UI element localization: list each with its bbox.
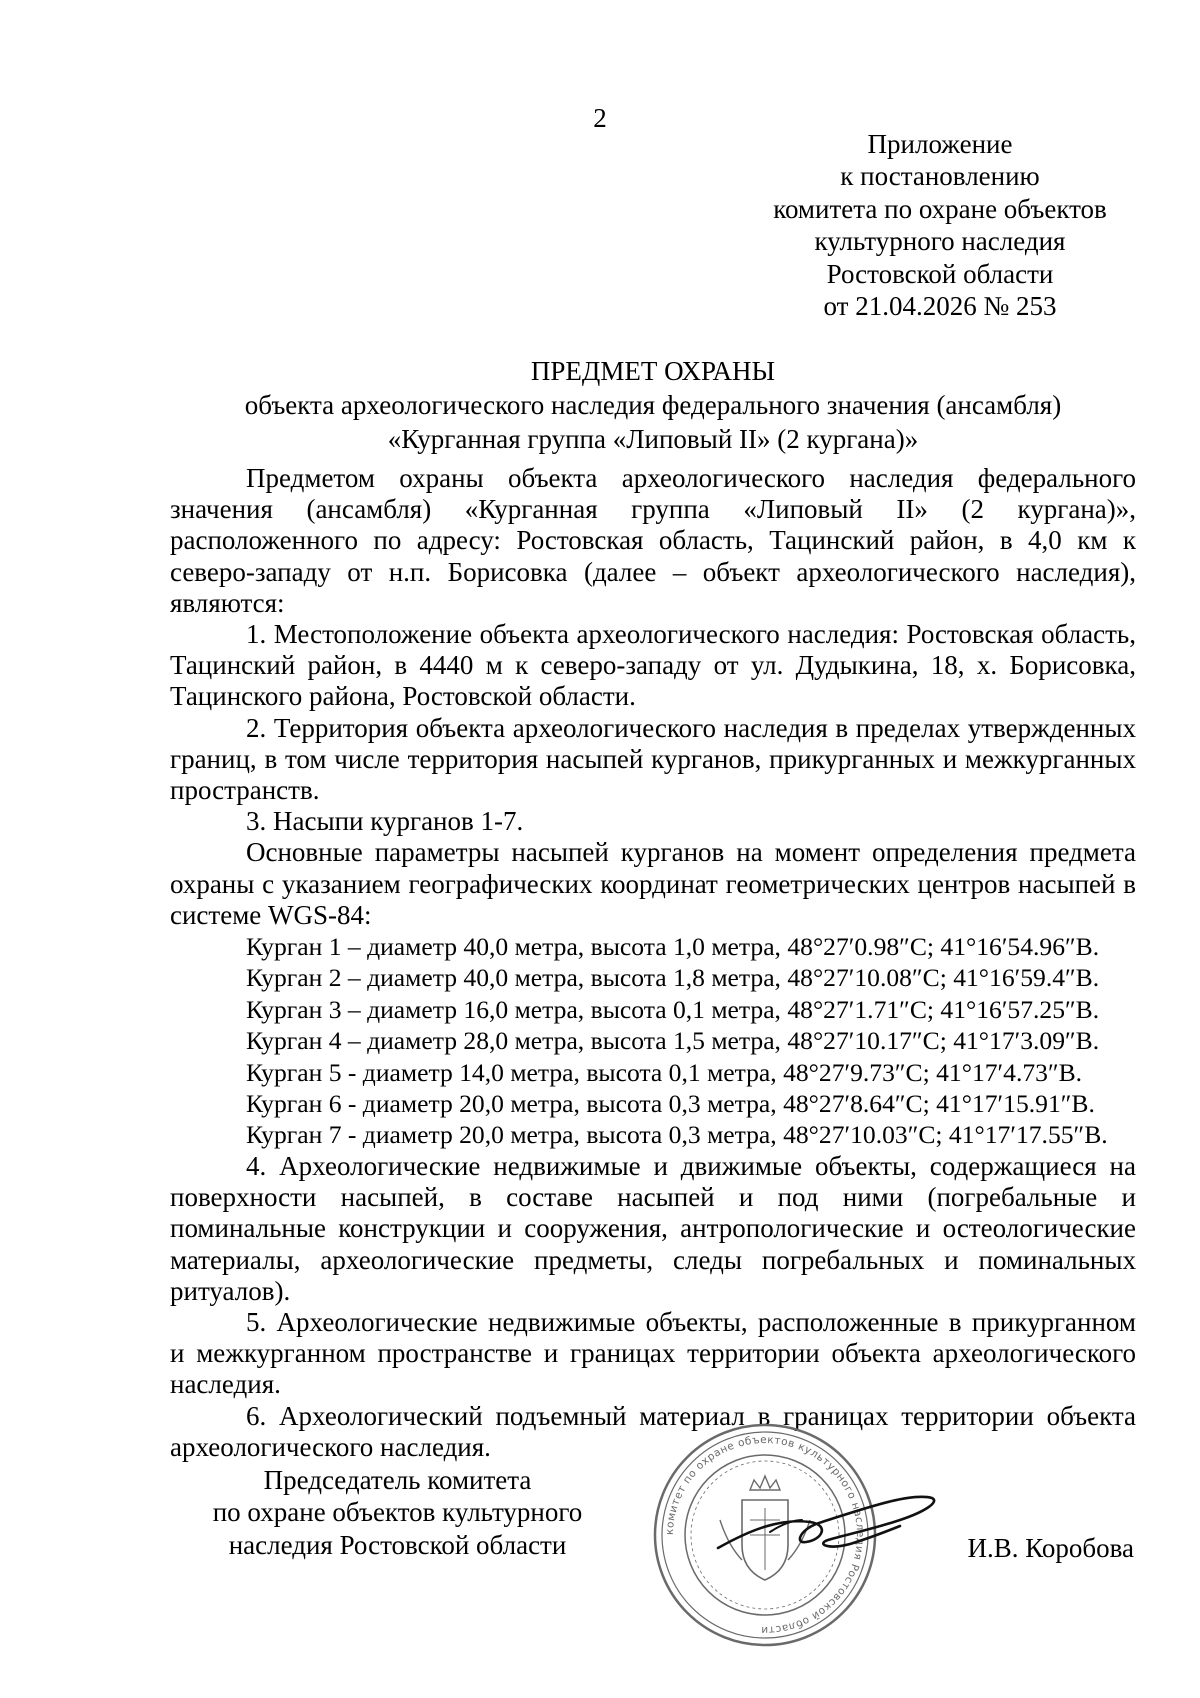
signer-name: И.В. Коробова bbox=[967, 1533, 1134, 1563]
kurgan-entry: Курган 2 – диаметр 40,0 метра, высота 1,8 метра, 48°27′10.08″С; 41°16′59.4″В. bbox=[246, 963, 1100, 993]
kurgan-entry: Курган 7 - диаметр 20,0 метра, высота 0,3 метра, 48°27′10.03″С; 41°17′17.55″В. bbox=[246, 1120, 1108, 1150]
title-subline: объекта археологического наследия федерального значения (ансамбля) bbox=[244, 390, 1062, 420]
kurgan-entry: Курган 6 - диаметр 20,0 метра, высота 0,3 метра, 48°27′8.64″С; 41°17′15.91″В. bbox=[246, 1089, 1095, 1119]
signature-position bbox=[170, 1464, 625, 1561]
appendix-header bbox=[740, 128, 1140, 322]
item-archaeological-objects: 4. Археологические недвижимые и движимые объекты, содержащиеся на поверхности насыпей, в составе насыпей и под ними (погребальные и поминальные конструкции и сооружения, антропологические и остеологические материалы, археологические предметы, следы погребальных и поминальных ритуалов). bbox=[170, 1150, 1136, 1306]
document-body bbox=[170, 463, 1136, 1463]
item-territory: 2. Территория объекта археологического наследия в пределах утвержденных границ, в том числе территория насыпей курганов, прикурганных и межкурганных пространств. bbox=[170, 712, 1136, 806]
title-heading: ПРЕДМЕТ ОХРАНЫ bbox=[530, 356, 776, 386]
appendix-line: Приложение bbox=[867, 129, 1013, 159]
appendix-line: к постановлению bbox=[840, 161, 1040, 192]
kurgan-entry: Курган 4 – диаметр 28,0 метра, высота 1,5 метра, 48°27′10.17″С; 41°17′3.09″В. bbox=[246, 1026, 1100, 1056]
appendix-line: от 21.04.2026 № 253 bbox=[823, 291, 1057, 322]
seal-text: комитет по охране объектов культурного наследия Ростовской области bbox=[663, 1433, 867, 1637]
appendix-line: комитета по охране объектов bbox=[773, 193, 1107, 224]
kurgan-entry: Курган 3 – диаметр 16,0 метра, высота 0,1 метра, 48°27′1.71″С; 41°16′57.25″В. bbox=[246, 994, 1100, 1024]
page-number: 2 bbox=[593, 103, 607, 133]
signature-position-line: Председатель комитета bbox=[263, 1465, 532, 1495]
kurgan-entry: Курган 1 – диаметр 40,0 метра, высота 1,0 метра, 48°27′0.98″С; 41°16′54.96″В. bbox=[246, 932, 1100, 962]
item-location: 1. Местоположение объекта археологического наследия: Ростовская область, Тацинский район, в 4440 м к северо-западу от ул. Дудыкина, 18, х. Борисовка, Тацинского района, Ростовской области. bbox=[170, 619, 1136, 712]
document-title bbox=[170, 354, 1136, 456]
title-subline: «Курганная группа «Липовый II» (2 кургана)» bbox=[387, 424, 919, 454]
kurgan-entry: Курган 5 - диаметр 14,0 метра, высота 0,1 метра, 48°27′9.73″С; 41°17′4.73″В. bbox=[246, 1057, 1083, 1087]
appendix-line: культурного наследия bbox=[814, 226, 1066, 257]
appendix-line: Ростовской области bbox=[826, 258, 1054, 289]
item-surface-material: 6. Археологический подъемный материал в границах территории объекта археологического наследия. bbox=[170, 1400, 1136, 1462]
handwritten-signature-icon bbox=[710, 1470, 940, 1580]
params-intro: Основные параметры насыпей курганов на момент определения предмета охраны с указанием географических координат геометрических центров насыпей в системе WGS-84: bbox=[170, 837, 1136, 930]
item-immovable-objects: 5. Археологические недвижимые объекты, расположенные в прикурганном и межкурганном пространстве и границах территории объекта археологического наследия. bbox=[170, 1306, 1136, 1400]
signature-position-line: наследия Ростовской области bbox=[228, 1529, 567, 1560]
item-mounds: 3. Насыпи курганов 1-7. bbox=[246, 806, 524, 837]
intro-paragraph: Предметом охраны объекта археологического наследия федерального значения (ансамбля) «Курганная группа «Липовый II» (2 кургана)», расположенного по адресу: Ростовская область, Тацинский район, в 4,0 км к северо-западу от н.п. Борисовка (далее – объект археологического наследия), являются: bbox=[170, 463, 1136, 618]
signature-position-line: по охране объектов культурного bbox=[212, 1497, 583, 1528]
